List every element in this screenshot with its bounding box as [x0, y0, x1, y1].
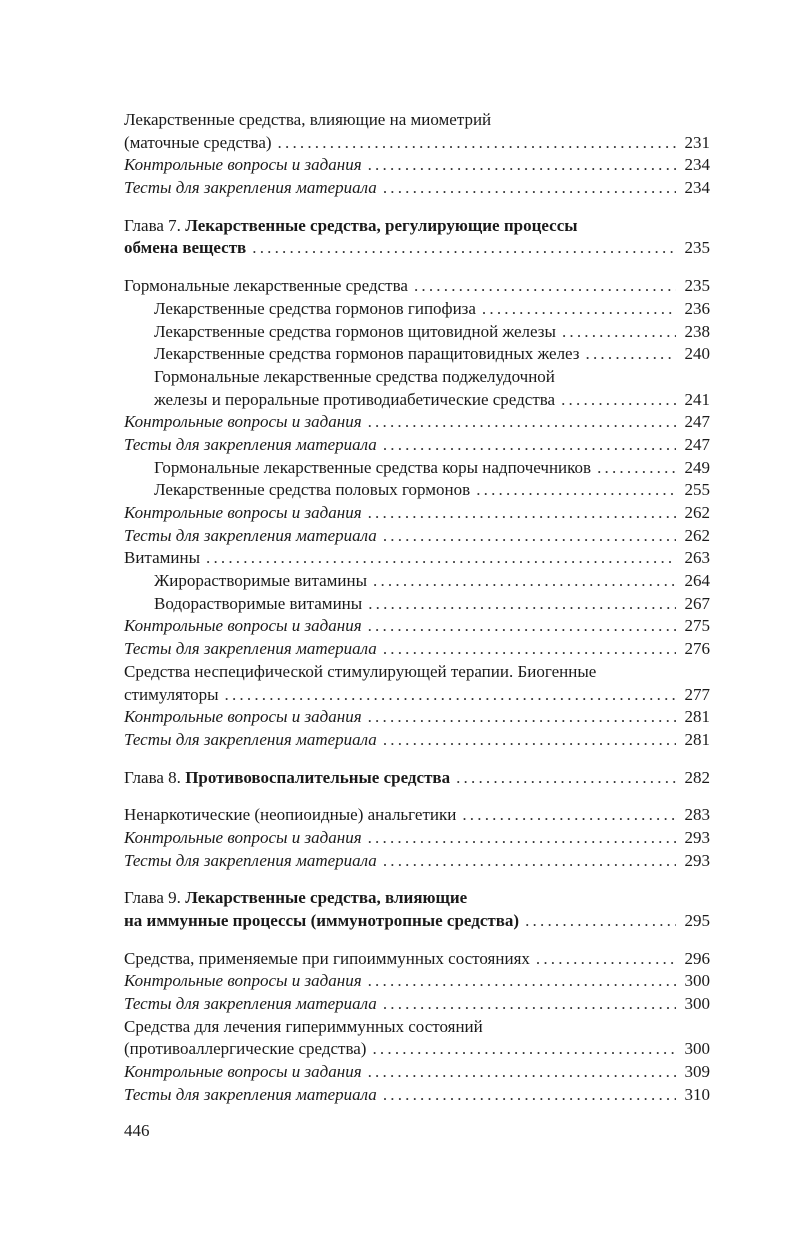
toc-entry — [124, 804, 710, 827]
dot-leader — [525, 910, 676, 933]
toc-entry-title: Контрольные вопросы и задания — [124, 616, 362, 636]
toc-page-number: 235 — [684, 276, 710, 296]
dot-leader — [383, 729, 676, 752]
toc-entry-title: Жирорастворимые витамины — [154, 571, 368, 591]
toc-page-number: 247 — [684, 434, 710, 454]
dot-leader — [383, 525, 676, 548]
toc-entry-title: Тесты для закрепления материала — [124, 525, 377, 545]
toc-page-number: 262 — [684, 525, 710, 545]
dot-leader — [278, 132, 676, 155]
toc-page-number: 296 — [684, 948, 710, 968]
toc-entry — [124, 411, 710, 434]
toc-entry-title: Лекарственные средства половых гормонов — [154, 480, 471, 500]
toc-page-number: 309 — [684, 1062, 710, 1082]
toc-entry-title: Гормональные лекарственные средства — [124, 276, 408, 296]
toc-entry-title: Тесты для закрепления материала — [124, 729, 377, 749]
toc-entry — [124, 109, 710, 132]
toc-entry — [124, 1084, 710, 1107]
toc-entry-title: Тесты для закрепления материала — [124, 178, 377, 198]
chapter-prefix: Глава 7. — [124, 215, 186, 235]
toc-entry-title: Лекарственные средства гормонов щитовидной железы — [154, 321, 556, 341]
toc-page-number: 282 — [684, 767, 710, 787]
table-of-contents — [124, 109, 710, 1107]
toc-entry — [124, 434, 710, 457]
toc-entry — [124, 593, 710, 616]
dot-leader — [368, 411, 676, 434]
toc-page-number: 238 — [684, 321, 710, 341]
toc-entry-title: Контрольные вопросы и задания — [124, 971, 362, 991]
dot-leader — [252, 237, 676, 260]
toc-entry-title: Тесты для закрепления материала — [124, 1084, 377, 1104]
toc-entry-title: Контрольные вопросы и задания — [124, 412, 362, 432]
toc-entry-title: Тесты для закрепления материала — [124, 639, 377, 659]
toc-entry — [124, 479, 710, 502]
toc-page-number: 300 — [684, 971, 710, 991]
toc-entry-title: Тесты для закрепления материала — [124, 850, 377, 870]
dot-leader — [368, 593, 676, 616]
toc-entry — [124, 1016, 710, 1039]
chapter-heading — [124, 887, 710, 910]
chapter-prefix: Глава 9. — [124, 888, 186, 908]
dot-leader — [383, 1084, 676, 1107]
chapter-title: Противовоспалительные средства — [185, 767, 451, 787]
toc-entry — [124, 343, 710, 366]
toc-entry-title: Гормональные лекарственные средства поджелудочной — [154, 366, 555, 386]
toc-entry-title: стимуляторы — [124, 684, 219, 704]
toc-entry — [124, 827, 710, 850]
toc-entry — [124, 321, 710, 344]
dot-leader — [372, 1038, 676, 1061]
toc-entry-title: Контрольные вопросы и задания — [124, 707, 362, 727]
dot-leader — [225, 684, 676, 707]
toc-entry — [124, 570, 710, 593]
toc-page-number: 234 — [684, 178, 710, 198]
toc-page-number: 281 — [684, 729, 710, 749]
toc-page-number: 240 — [684, 344, 710, 364]
dot-leader — [597, 457, 676, 480]
chapter-title: Лекарственные средства, регулирующие процессы — [185, 215, 578, 235]
dot-leader — [373, 570, 676, 593]
toc-page-number: 295 — [684, 911, 710, 930]
toc-entry-title: Ненаркотические (неопиоидные) анальгетики — [124, 805, 457, 825]
toc-entry — [124, 970, 710, 993]
toc-entry — [124, 132, 710, 155]
chapter-heading — [124, 215, 710, 238]
dot-leader — [383, 434, 676, 457]
toc-entry-title: железы и пероральные противодиабетические средства — [154, 389, 556, 409]
toc-page-number: 235 — [684, 238, 710, 258]
dot-leader — [368, 970, 676, 993]
toc-page-number: 249 — [684, 457, 710, 477]
dot-leader — [536, 948, 676, 971]
toc-entry — [124, 706, 710, 729]
toc-entry-title: Лекарственные средства гормонов гипофиза — [154, 298, 476, 318]
toc-page-number: 231 — [684, 132, 710, 152]
toc-entry-title: Контрольные вопросы и задания — [124, 827, 362, 847]
toc-entry — [124, 638, 710, 661]
toc-page-number: 277 — [684, 684, 710, 704]
dot-leader — [561, 389, 676, 412]
dot-leader — [368, 827, 676, 850]
toc-page-number: 247 — [684, 412, 710, 432]
dot-leader — [482, 298, 676, 321]
toc-entry — [124, 547, 710, 570]
dot-leader — [476, 479, 676, 502]
toc-page-number: 263 — [684, 548, 710, 568]
toc-entry-title: Витамины — [124, 548, 200, 568]
toc-page-number: 281 — [684, 707, 710, 727]
page-number: 446 — [124, 1121, 150, 1140]
toc-entry — [124, 948, 710, 971]
dot-leader — [368, 615, 676, 638]
toc-entry — [124, 502, 710, 525]
chapter-title: обмена веществ — [124, 238, 247, 258]
dot-leader — [368, 502, 676, 525]
toc-entry — [124, 457, 710, 480]
toc-page-number: 275 — [684, 616, 710, 636]
toc-entry-title: Лекарственные средства гормонов паращитовидных желез — [154, 344, 580, 364]
toc-entry — [124, 993, 710, 1016]
toc-entry-title: Водорастворимые витамины — [154, 593, 363, 613]
toc-entry — [124, 177, 710, 200]
toc-entry — [124, 525, 710, 548]
toc-entry-title: Контрольные вопросы и задания — [124, 155, 362, 175]
dot-leader — [383, 850, 676, 873]
toc-entry-title: Средства неспецифической стимулирующей терапии. Биогенные — [124, 661, 597, 681]
toc-entry-title: Лекарственные средства, влияющие на миометрий — [124, 110, 492, 129]
chapter-title: на иммунные процессы (иммунотропные средства) — [124, 911, 520, 930]
toc-entry-title: Тесты для закрепления материала — [124, 434, 377, 454]
toc-page-number: 234 — [684, 155, 710, 175]
toc-entry-title: Средства, применяемые при гипоиммунных состояниях — [124, 948, 530, 968]
toc-entry — [124, 661, 710, 684]
toc-entry — [124, 684, 710, 707]
toc-entry — [124, 154, 710, 177]
dot-leader — [562, 321, 676, 344]
toc-entry — [124, 366, 710, 389]
toc-page-number: 300 — [684, 1039, 710, 1059]
toc-page-number: 264 — [684, 571, 710, 591]
toc-entry — [124, 850, 710, 873]
toc-entry — [124, 298, 710, 321]
toc-entry — [124, 1061, 710, 1084]
chapter-heading — [124, 237, 710, 260]
toc-entry — [124, 275, 710, 298]
toc-page-number: 262 — [684, 503, 710, 522]
toc-entry — [124, 389, 710, 412]
chapter-heading — [124, 910, 710, 933]
toc-page-number: 255 — [684, 480, 710, 500]
dot-leader — [414, 275, 676, 298]
dot-leader — [383, 993, 676, 1016]
dot-leader — [383, 177, 676, 200]
toc-page-number: 283 — [684, 805, 710, 825]
dot-leader — [462, 804, 676, 827]
toc-entry-title: Средства для лечения гипериммунных состояний — [124, 1016, 483, 1036]
dot-leader — [586, 343, 676, 366]
chapter-prefix: Глава 8. — [124, 767, 186, 787]
toc-entry — [124, 615, 710, 638]
chapter-heading — [124, 767, 710, 790]
toc-entry-title: Тесты для закрепления материала — [124, 994, 377, 1014]
toc-page-number: 267 — [684, 593, 710, 613]
toc-page-number: 276 — [684, 639, 710, 659]
dot-leader — [456, 767, 676, 790]
dot-leader — [368, 154, 676, 177]
toc-entry-title: Контрольные вопросы и задания — [124, 503, 362, 522]
dot-leader — [206, 547, 676, 570]
toc-entry-title: (маточные средства) — [124, 132, 272, 152]
toc-page-number: 293 — [684, 850, 710, 870]
toc-page-number: 300 — [684, 994, 710, 1014]
toc-page-number: 241 — [684, 389, 710, 409]
toc-page-number: 236 — [684, 298, 710, 318]
toc-page-number: 310 — [684, 1084, 710, 1104]
toc-entry-title: Гормональные лекарственные средства коры надпочечников — [154, 457, 592, 477]
toc-entry-title: (противоаллергические средства) — [124, 1039, 367, 1059]
dot-leader — [368, 1061, 676, 1084]
toc-entry — [124, 1038, 710, 1061]
dot-leader — [383, 638, 676, 661]
toc-entry-title: Контрольные вопросы и задания — [124, 1062, 362, 1082]
chapter-title: Лекарственные средства, влияющие — [185, 888, 468, 908]
dot-leader — [368, 706, 676, 729]
toc-page-number: 293 — [684, 827, 710, 847]
toc-entry — [124, 729, 710, 752]
